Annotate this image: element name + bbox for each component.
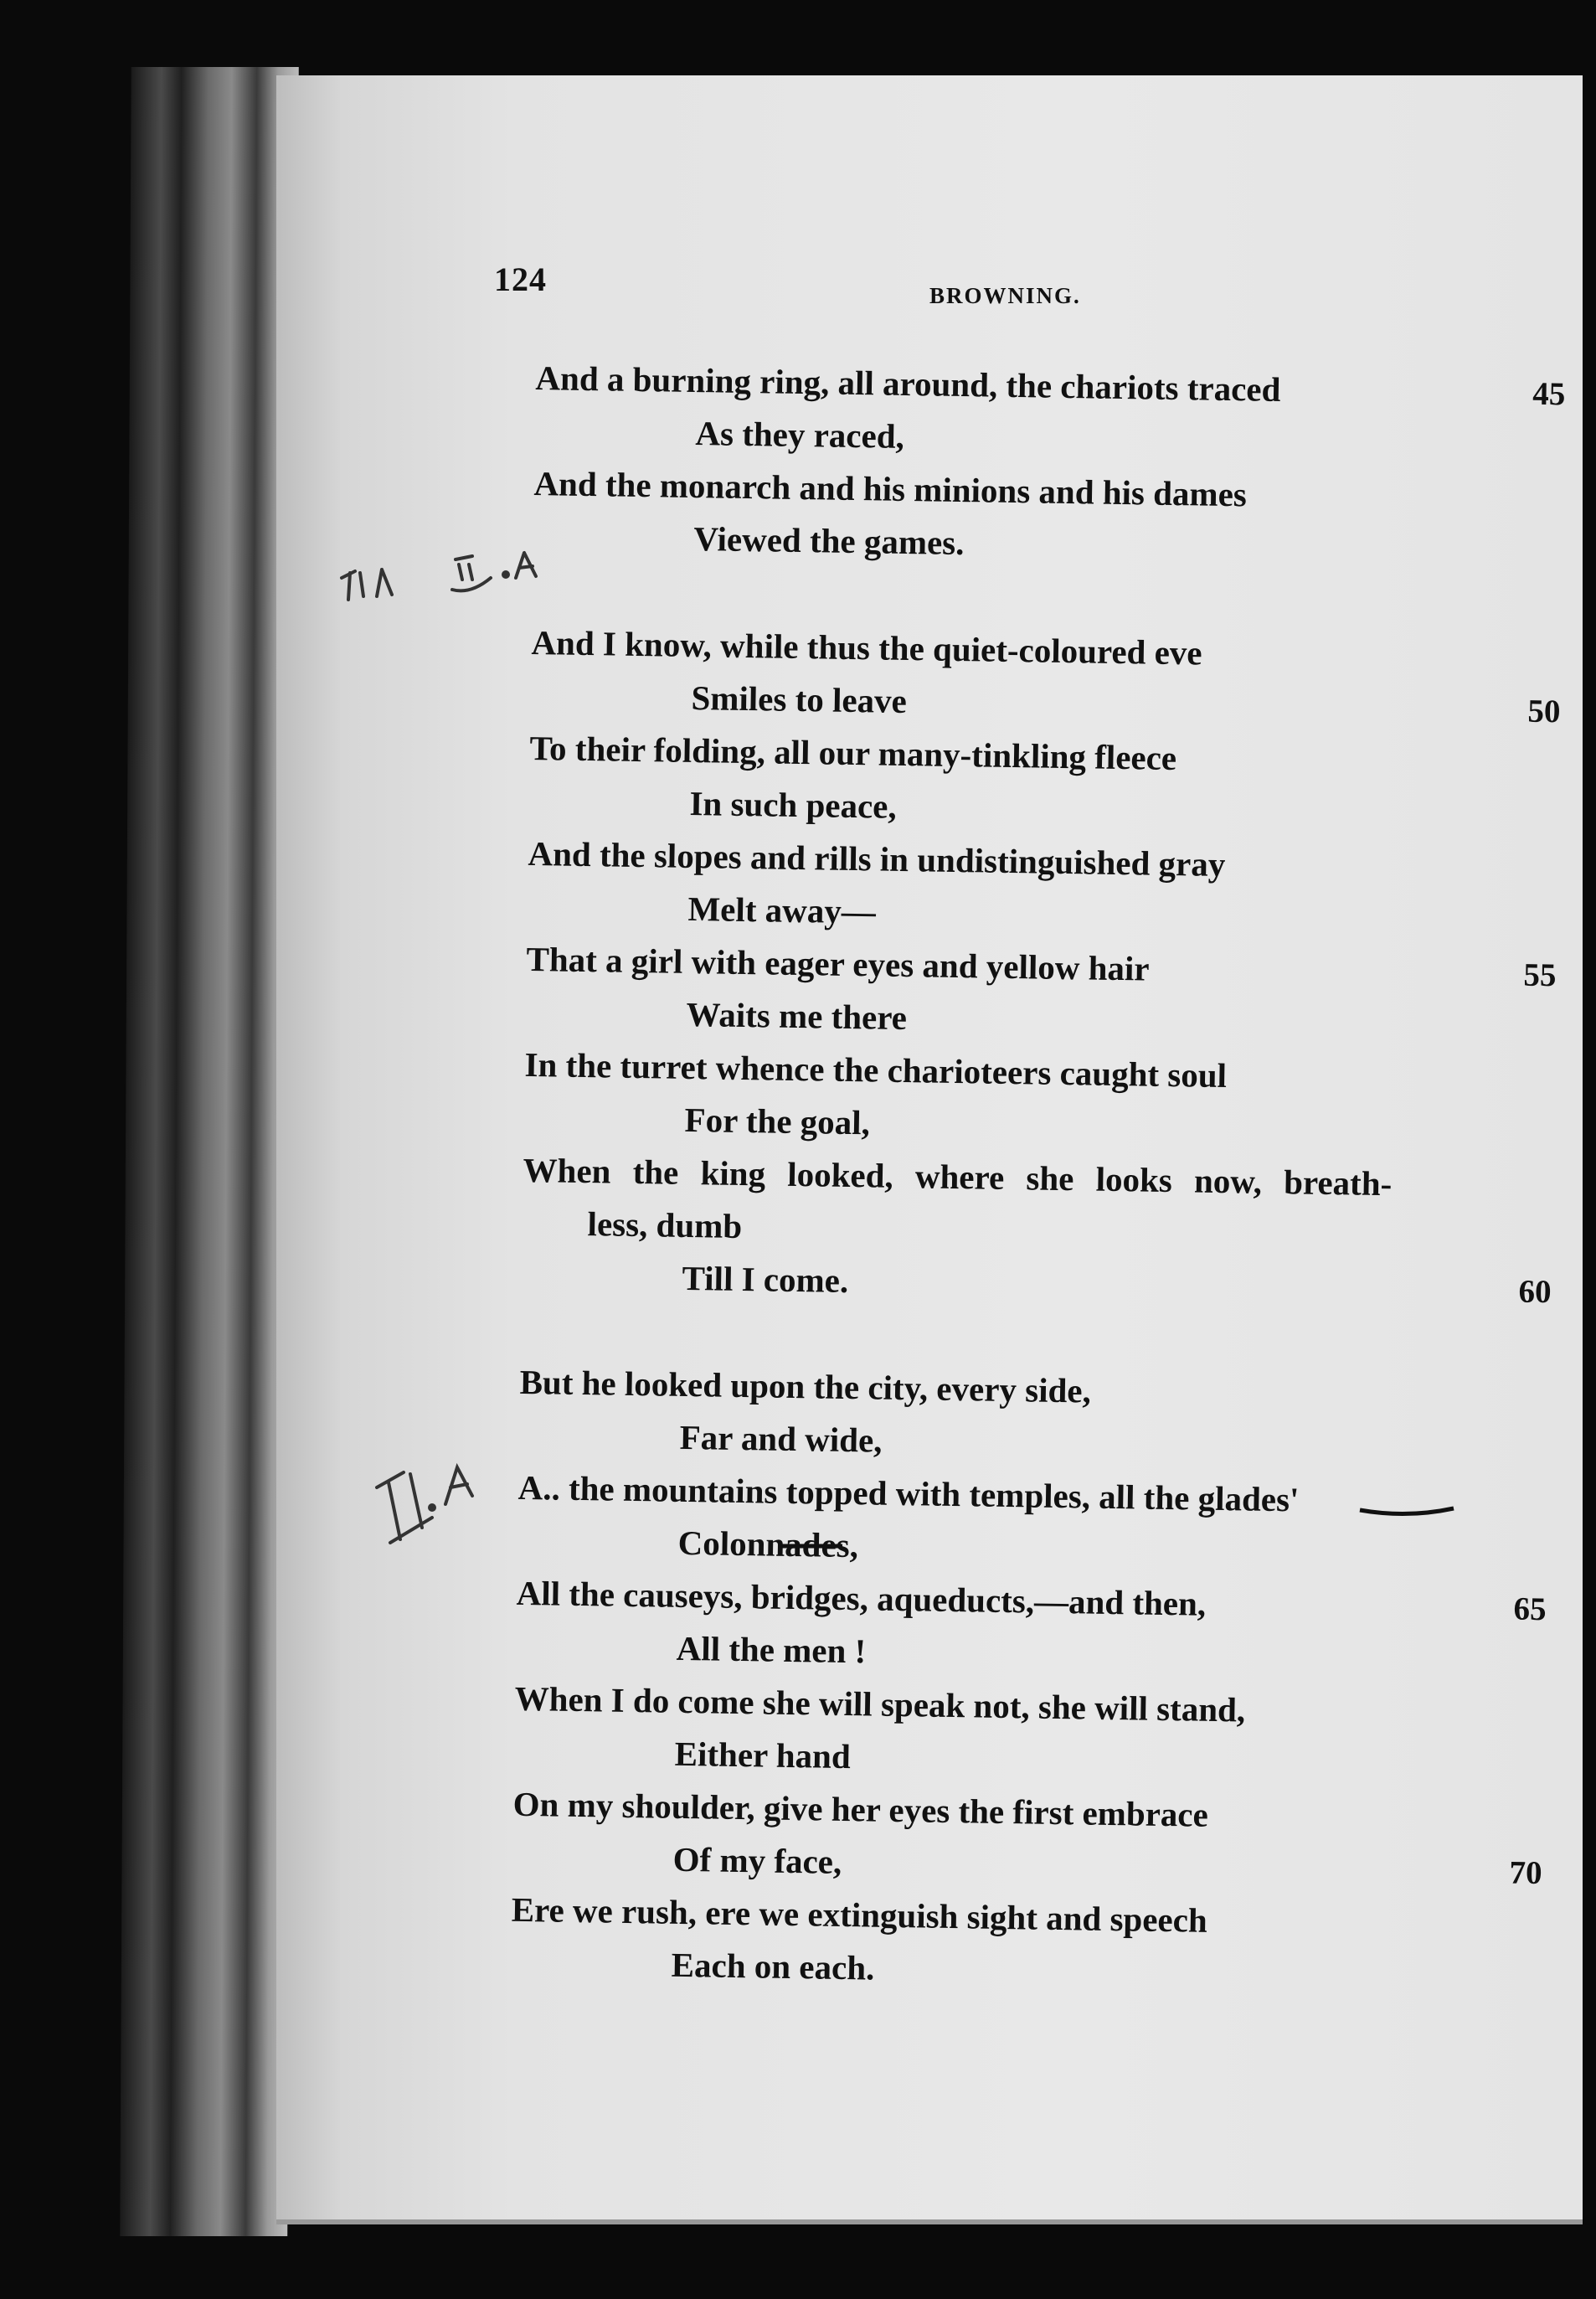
verse-line-text: Smiles to leave xyxy=(691,678,908,721)
verse-line-text: When I do come she will speak not, she will stand, xyxy=(514,1678,1246,1729)
line-number: 65 xyxy=(1513,1590,1547,1628)
line-number: 55 xyxy=(1523,956,1557,994)
verse-line-text: And I know, while thus the quiet-coloured eve xyxy=(531,622,1202,673)
verse-line-text: For the goal, xyxy=(684,1100,871,1142)
verse-line-text: To their folding, all our many-tinkling fleece xyxy=(529,728,1177,778)
handwritten-annotation-lower xyxy=(360,1449,486,1566)
poem-verse xyxy=(509,352,1566,2059)
verse-line-text: less, dumb xyxy=(587,1204,743,1245)
stanza xyxy=(510,1356,1550,2005)
book-spine xyxy=(120,67,299,2236)
handwritten-annotation-upper xyxy=(330,519,548,620)
line-number: 45 xyxy=(1532,375,1566,413)
verse-line-text: Viewed the games. xyxy=(693,518,965,563)
verse-line-text: In the turret whence the charioteers caught soul xyxy=(524,1044,1228,1095)
verse-line-text: When the king looked, where she looks now, breath- xyxy=(523,1150,1393,1204)
verse-line-text: All the men ! xyxy=(676,1628,867,1671)
verse-line-text: On my shoulder, give her eyes the first embrace xyxy=(512,1784,1209,1834)
line-number: 50 xyxy=(1527,693,1561,730)
line-number: 70 xyxy=(1509,1854,1542,1892)
line-number: 60 xyxy=(1518,1273,1552,1311)
verse-line-text: Of my face, xyxy=(672,1839,842,1881)
running-head: BROWNING. xyxy=(929,283,1081,308)
verse-line-text: Waits me there xyxy=(686,994,908,1038)
page-content xyxy=(276,75,1583,2219)
verse-line-text: Till I come. xyxy=(682,1258,849,1300)
verse-line-text: Each on each. xyxy=(671,1945,875,1987)
verse-line-text: All the causeys, bridges, aqueducts,—and then, xyxy=(516,1573,1207,1623)
verse-line-text: Far and wide, xyxy=(679,1417,883,1460)
verse-line-text: And the monarch and his minions and his dames xyxy=(533,463,1248,514)
stanza xyxy=(521,616,1562,1318)
verse-line-text: A.. the mountains topped with temples, all the glades' xyxy=(517,1467,1300,1519)
verse-line-text: Melt away— xyxy=(687,889,877,931)
verse-line-text: Colonnades, xyxy=(677,1523,859,1565)
book-page xyxy=(276,75,1583,2224)
verse-line-text: And a burning ring, all around, the chariots traced xyxy=(535,358,1281,409)
verse-line-text: That a girl with eager eyes and yellow hair xyxy=(526,939,1150,988)
verse-line-text: Ere we rush, ere we extinguish sight and speech xyxy=(511,1889,1208,1940)
verse-line-text: But he looked upon the city, every side, xyxy=(519,1362,1092,1410)
verse-line-text: And the slopes and rills in undistinguished gray xyxy=(528,833,1226,884)
page-number: 124 xyxy=(494,260,547,298)
verse-line-text: In such peace, xyxy=(689,783,898,826)
verse-line-text: As they raced, xyxy=(695,414,905,456)
stanza xyxy=(533,352,1566,579)
verse-line-text: Either hand xyxy=(674,1734,852,1776)
